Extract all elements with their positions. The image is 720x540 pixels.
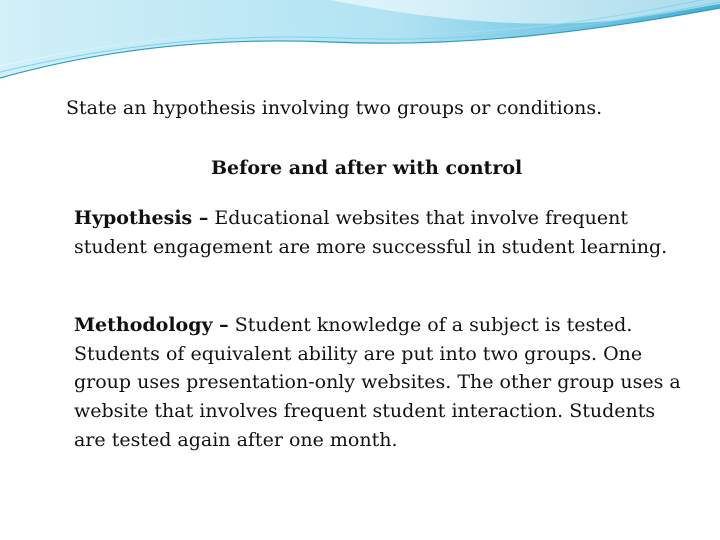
- hypothesis-paragraph: [74, 204, 686, 261]
- methodology-paragraph: [74, 311, 686, 455]
- prompt-text: State an hypothesis involving two groups or conditions.: [66, 97, 603, 119]
- hypothesis-label: Hypothesis –: [74, 207, 209, 229]
- hypothesis-text: Educational websites that involve frequent student engagement are more successful in student learning.: [74, 207, 668, 258]
- methodology-label: Methodology –: [74, 314, 229, 336]
- subheading: Before and after with control: [211, 157, 523, 179]
- header-wave-decoration: [0, 0, 720, 90]
- methodology-text: Student knowledge of a subject is tested. Students of equivalent ability are put into two groups. One group uses presentation-only websites. The other group uses a website that involves frequent student interaction. Students are tested again after one month.: [74, 314, 681, 451]
